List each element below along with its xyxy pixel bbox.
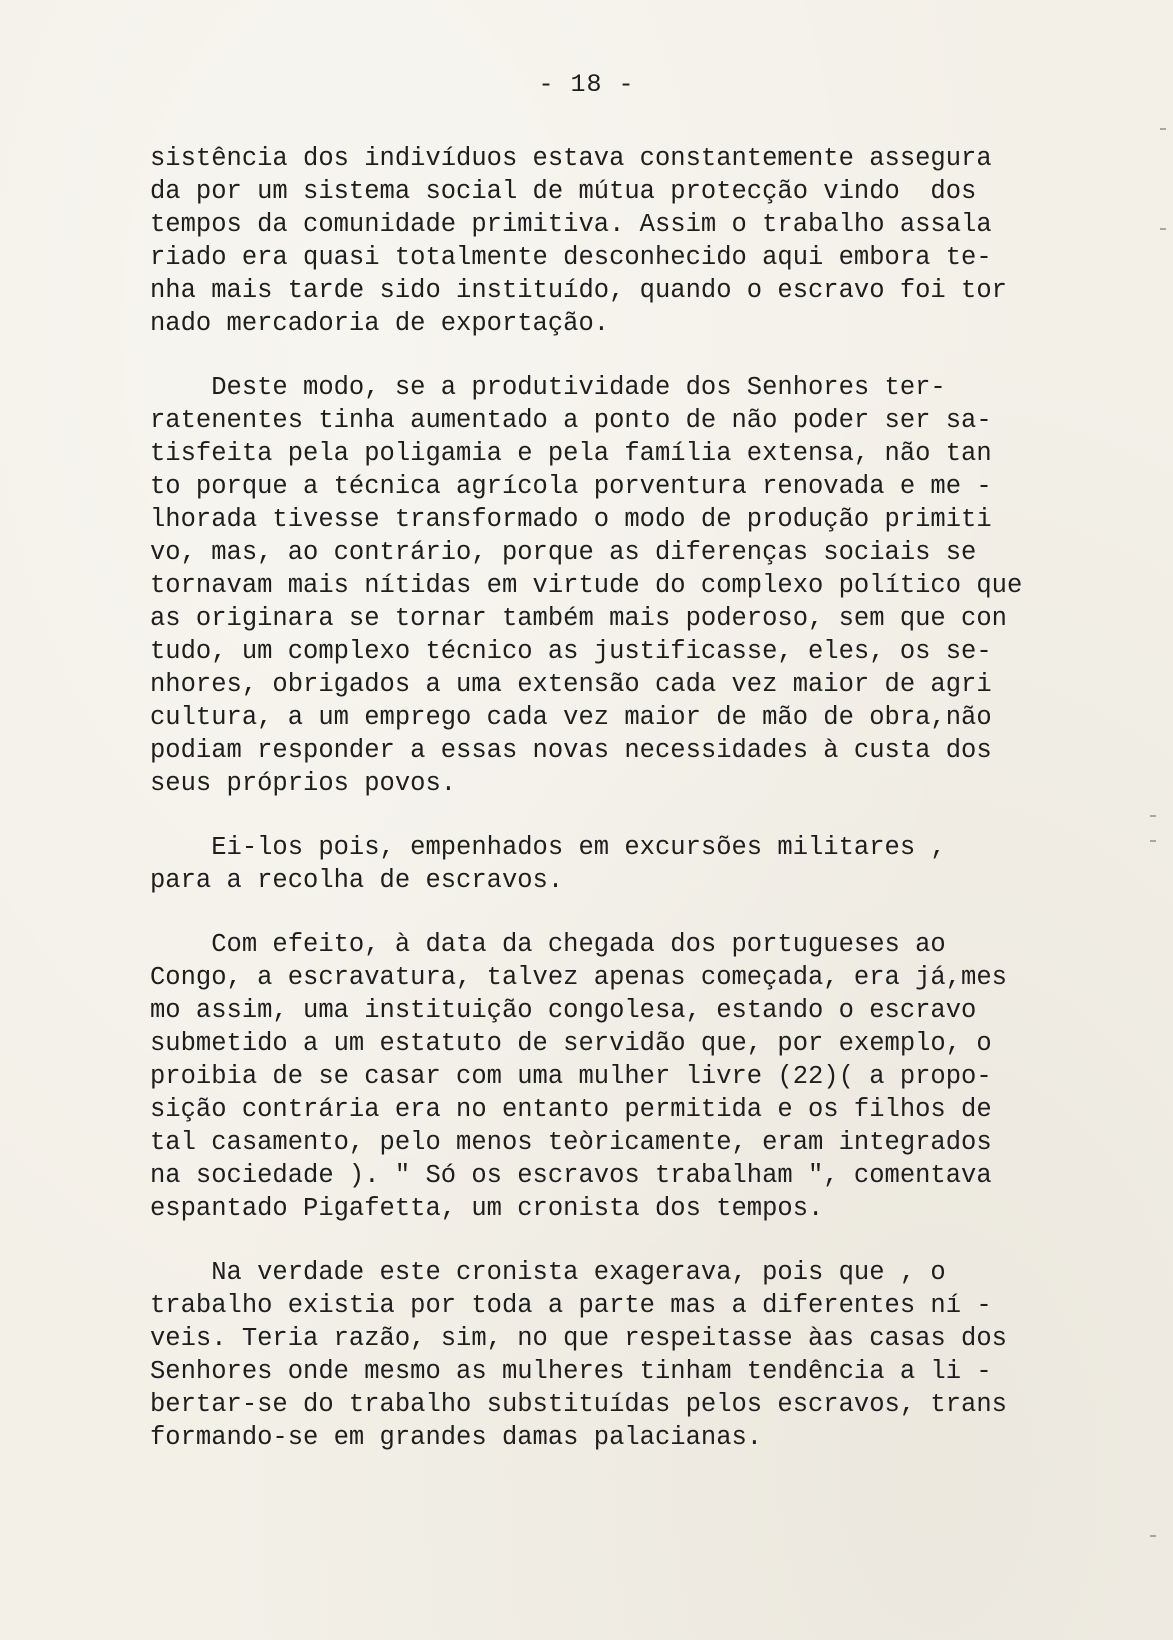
text-line: da por um sistema social de mútua protecção vindo dos bbox=[150, 177, 977, 206]
text-line: submetido a um estatuto de servidão que, por exemplo, o bbox=[150, 1029, 992, 1058]
text-line: mo assim, uma instituição congolesa, estando o escravo bbox=[150, 996, 977, 1025]
text-line: cultura, a um emprego cada vez maior de mão de obra,não bbox=[150, 703, 992, 732]
text-line: ratenentes tinha aumentado a ponto de não poder ser sa- bbox=[150, 406, 992, 435]
text-line: tornavam mais nítidas em virtude do complexo político que bbox=[150, 571, 1023, 600]
text-line: to porque a técnica agrícola porventura renovada e me - bbox=[150, 472, 992, 501]
text-line: sistência dos indivíduos estava constantemente assegura bbox=[150, 144, 992, 173]
text-line: espantado Pigafetta, um cronista dos tempos. bbox=[150, 1194, 824, 1223]
text-line: seus próprios povos. bbox=[150, 769, 457, 798]
text-line: Ei-los pois, empenhados em excursões militares , bbox=[150, 833, 946, 862]
text-line: tal casamento, pelo menos teòricamente, eram integrados bbox=[150, 1128, 992, 1157]
text-line: Com efeito, à data da chegada dos portugueses ao bbox=[150, 930, 946, 959]
paragraph-1 bbox=[150, 142, 1080, 340]
page-number: - 18 - bbox=[538, 70, 635, 99]
text-line: tempos da comunidade primitiva. Assim o trabalho assala bbox=[150, 210, 992, 239]
margin-mark bbox=[1150, 840, 1156, 842]
text-line: proibia de se casar com uma mulher livre (22)( a propo- bbox=[150, 1062, 992, 1091]
text-line: podiam responder a essas novas necessidades à custa dos bbox=[150, 736, 992, 765]
body-text bbox=[150, 142, 1080, 1485]
text-line: na sociedade ). " Só os escravos trabalham ", comentava bbox=[150, 1161, 992, 1190]
margin-mark bbox=[1160, 228, 1166, 230]
text-line: lhorada tivesse transformado o modo de produção primiti bbox=[150, 505, 992, 534]
margin-mark bbox=[1150, 1535, 1156, 1537]
text-line: nado mercadoria de exportação. bbox=[150, 309, 610, 338]
text-line: nha mais tarde sido instituído, quando o escravo foi tor bbox=[150, 276, 1007, 305]
text-line: trabalho existia por toda a parte mas a diferentes ní - bbox=[150, 1291, 992, 1320]
text-line: tudo, um complexo técnico as justificasse, eles, os se- bbox=[150, 637, 992, 666]
text-line: Senhores onde mesmo as mulheres tinham tendência a li - bbox=[150, 1357, 992, 1386]
text-line: veis. Teria razão, sim, no que respeitasse àas casas dos bbox=[150, 1324, 1007, 1353]
text-line: nhores, obrigados a uma extensão cada vez maior de agri bbox=[150, 670, 992, 699]
paragraph-5 bbox=[150, 1256, 1080, 1454]
text-line: formando-se em grandes damas palacianas. bbox=[150, 1423, 763, 1452]
margin-mark bbox=[1160, 128, 1166, 130]
text-line: Na verdade este cronista exagerava, pois que , o bbox=[150, 1258, 946, 1287]
text-line: Deste modo, se a produtividade dos Senhores ter- bbox=[150, 373, 946, 402]
text-line: vo, mas, ao contrário, porque as diferenças sociais se bbox=[150, 538, 977, 567]
text-line: as originara se tornar também mais poderoso, sem que con bbox=[150, 604, 1007, 633]
text-line: bertar-se do trabalho substituídas pelos escravos, trans bbox=[150, 1390, 1007, 1419]
margin-mark bbox=[1150, 815, 1156, 817]
text-line: Congo, a escravatura, talvez apenas começada, era já,mes bbox=[150, 963, 1007, 992]
paragraph-3 bbox=[150, 831, 1080, 897]
text-line: sição contrária era no entanto permitida e os filhos de bbox=[150, 1095, 992, 1124]
text-line: para a recolha de escravos. bbox=[150, 866, 564, 895]
text-line: tisfeita pela poligamia e pela família extensa, não tan bbox=[150, 439, 992, 468]
text-line: riado era quasi totalmente desconhecido aqui embora te- bbox=[150, 243, 992, 272]
paragraph-4 bbox=[150, 928, 1080, 1225]
paragraph-2 bbox=[150, 371, 1080, 800]
